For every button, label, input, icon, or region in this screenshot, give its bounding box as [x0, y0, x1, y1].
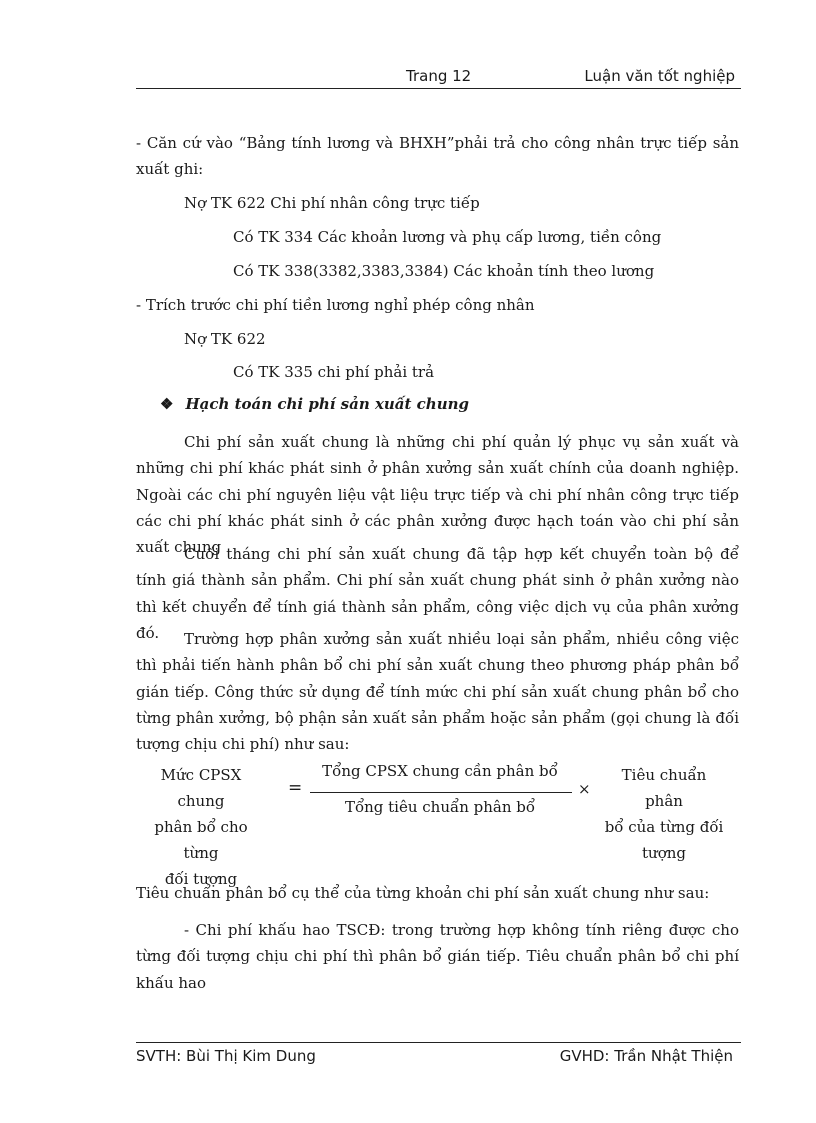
paragraph-month-end: Cuối tháng chi phí sản xuất chung đã tập hợp kết chuyển toàn bộ để tính giá thành sản phẩm. Chi phí sản xuất chung phát sinh ở phân xưởng nào thì kết chuyển để tính giá thành sản phẩm, công việc dịch vụ của phân xưởng đó.: [136, 545, 739, 642]
entry1-debit: Nợ TK 622 Chi phí nhân công trực tiếp: [184, 194, 480, 212]
paragraph-definition: Chi phí sản xuất chung là những chi phí quản lý phục vụ sản xuất và những chi phí khác phát sinh ở phân xưởng sản xuất chính của doanh nghiệp. Ngoài các chi phí nguyên liệu vật liệu trực tiếp và chi phí nhân công trực tiếp các chi phí khác phát sinh ở các phân xưởng được hạch toán vào chi phí sản xuất chung: [136, 433, 739, 557]
formula-left-line-2: phân bổ cho từng: [154, 818, 248, 862]
document-title: Luận văn tốt nghiệp: [584, 67, 735, 85]
formula-right-term: [604, 762, 724, 866]
diamond-bullet-icon: ❖: [160, 395, 174, 413]
paragraph-accrual: - Trích trước chi phí tiền lương nghỉ phép công nhân: [136, 296, 535, 314]
paragraph-depreciation: - Chi phí khấu hao TSCĐ: trong trường hợp không tính riêng được cho từng đối tượng chịu chi phí thì phân bổ gián tiếp. Tiêu chuẩn phân bổ chi phí khấu hao: [136, 921, 739, 992]
advisor-name: GVHD: Trần Nhật Thiện: [559, 1047, 733, 1065]
entry2-debit: Nợ TK 622: [184, 330, 266, 348]
formula-left-line-1: Mức CPSX chung: [160, 766, 242, 810]
formula-fraction-bar: [310, 792, 572, 793]
page-header: [136, 64, 741, 89]
formula-left-line-3: đối tượng: [164, 870, 238, 888]
entry1-credit-338: Có TK 338(3382,3383,3384) Các khoản tính theo lương: [233, 262, 655, 280]
formula-times: ×: [578, 780, 591, 798]
formula-right-line-1: Tiêu chuẩn phân: [621, 766, 707, 810]
formula-right-line-3: tượng: [642, 844, 686, 862]
formula-equals: =: [288, 778, 303, 798]
paragraph-criteria: Tiêu chuẩn phân bổ cụ thể của từng khoản chi phí sản xuất chung như sau:: [136, 884, 710, 902]
paragraph-allocation: Trường hợp phân xưởng sản xuất nhiều loại sản phẩm, nhiều công việc thì phải tiến hành phân bổ chi phí sản xuất chung theo phương pháp phân bổ gián tiếp. Công thức sử dụng để tính mức chi phí sản xuất chung phân bổ cho từng phân xưởng, bộ phận sản xuất sản phẩm hoặc sản phẩm (gọi chung là đối tượng chịu chi phí) như sau:: [136, 630, 739, 754]
formula-numerator: Tổng CPSX chung cần phân bổ: [322, 762, 558, 780]
page-footer: [136, 1042, 741, 1065]
formula-right-line-2: bổ của từng đối: [604, 818, 724, 836]
section-heading-text: Hạch toán chi phí sản xuất chung: [185, 395, 470, 413]
section-heading: [160, 395, 469, 413]
paragraph-basis: - Căn cứ vào “Bảng tính lương và BHXH”phải trả cho công nhân trực tiếp sản xuất ghi:: [136, 134, 739, 179]
student-name: SVTH: Bùi Thị Kim Dung: [136, 1047, 316, 1065]
formula-left-term: [136, 762, 266, 892]
entry2-credit: Có TK 335 chi phí phải trả: [233, 363, 435, 381]
formula-denominator: Tổng tiêu chuẩn phân bổ: [344, 798, 536, 816]
entry1-credit-334: Có TK 334 Các khoản lương và phụ cấp lương, tiền công: [233, 228, 662, 246]
page-number: Trang 12: [406, 67, 472, 85]
